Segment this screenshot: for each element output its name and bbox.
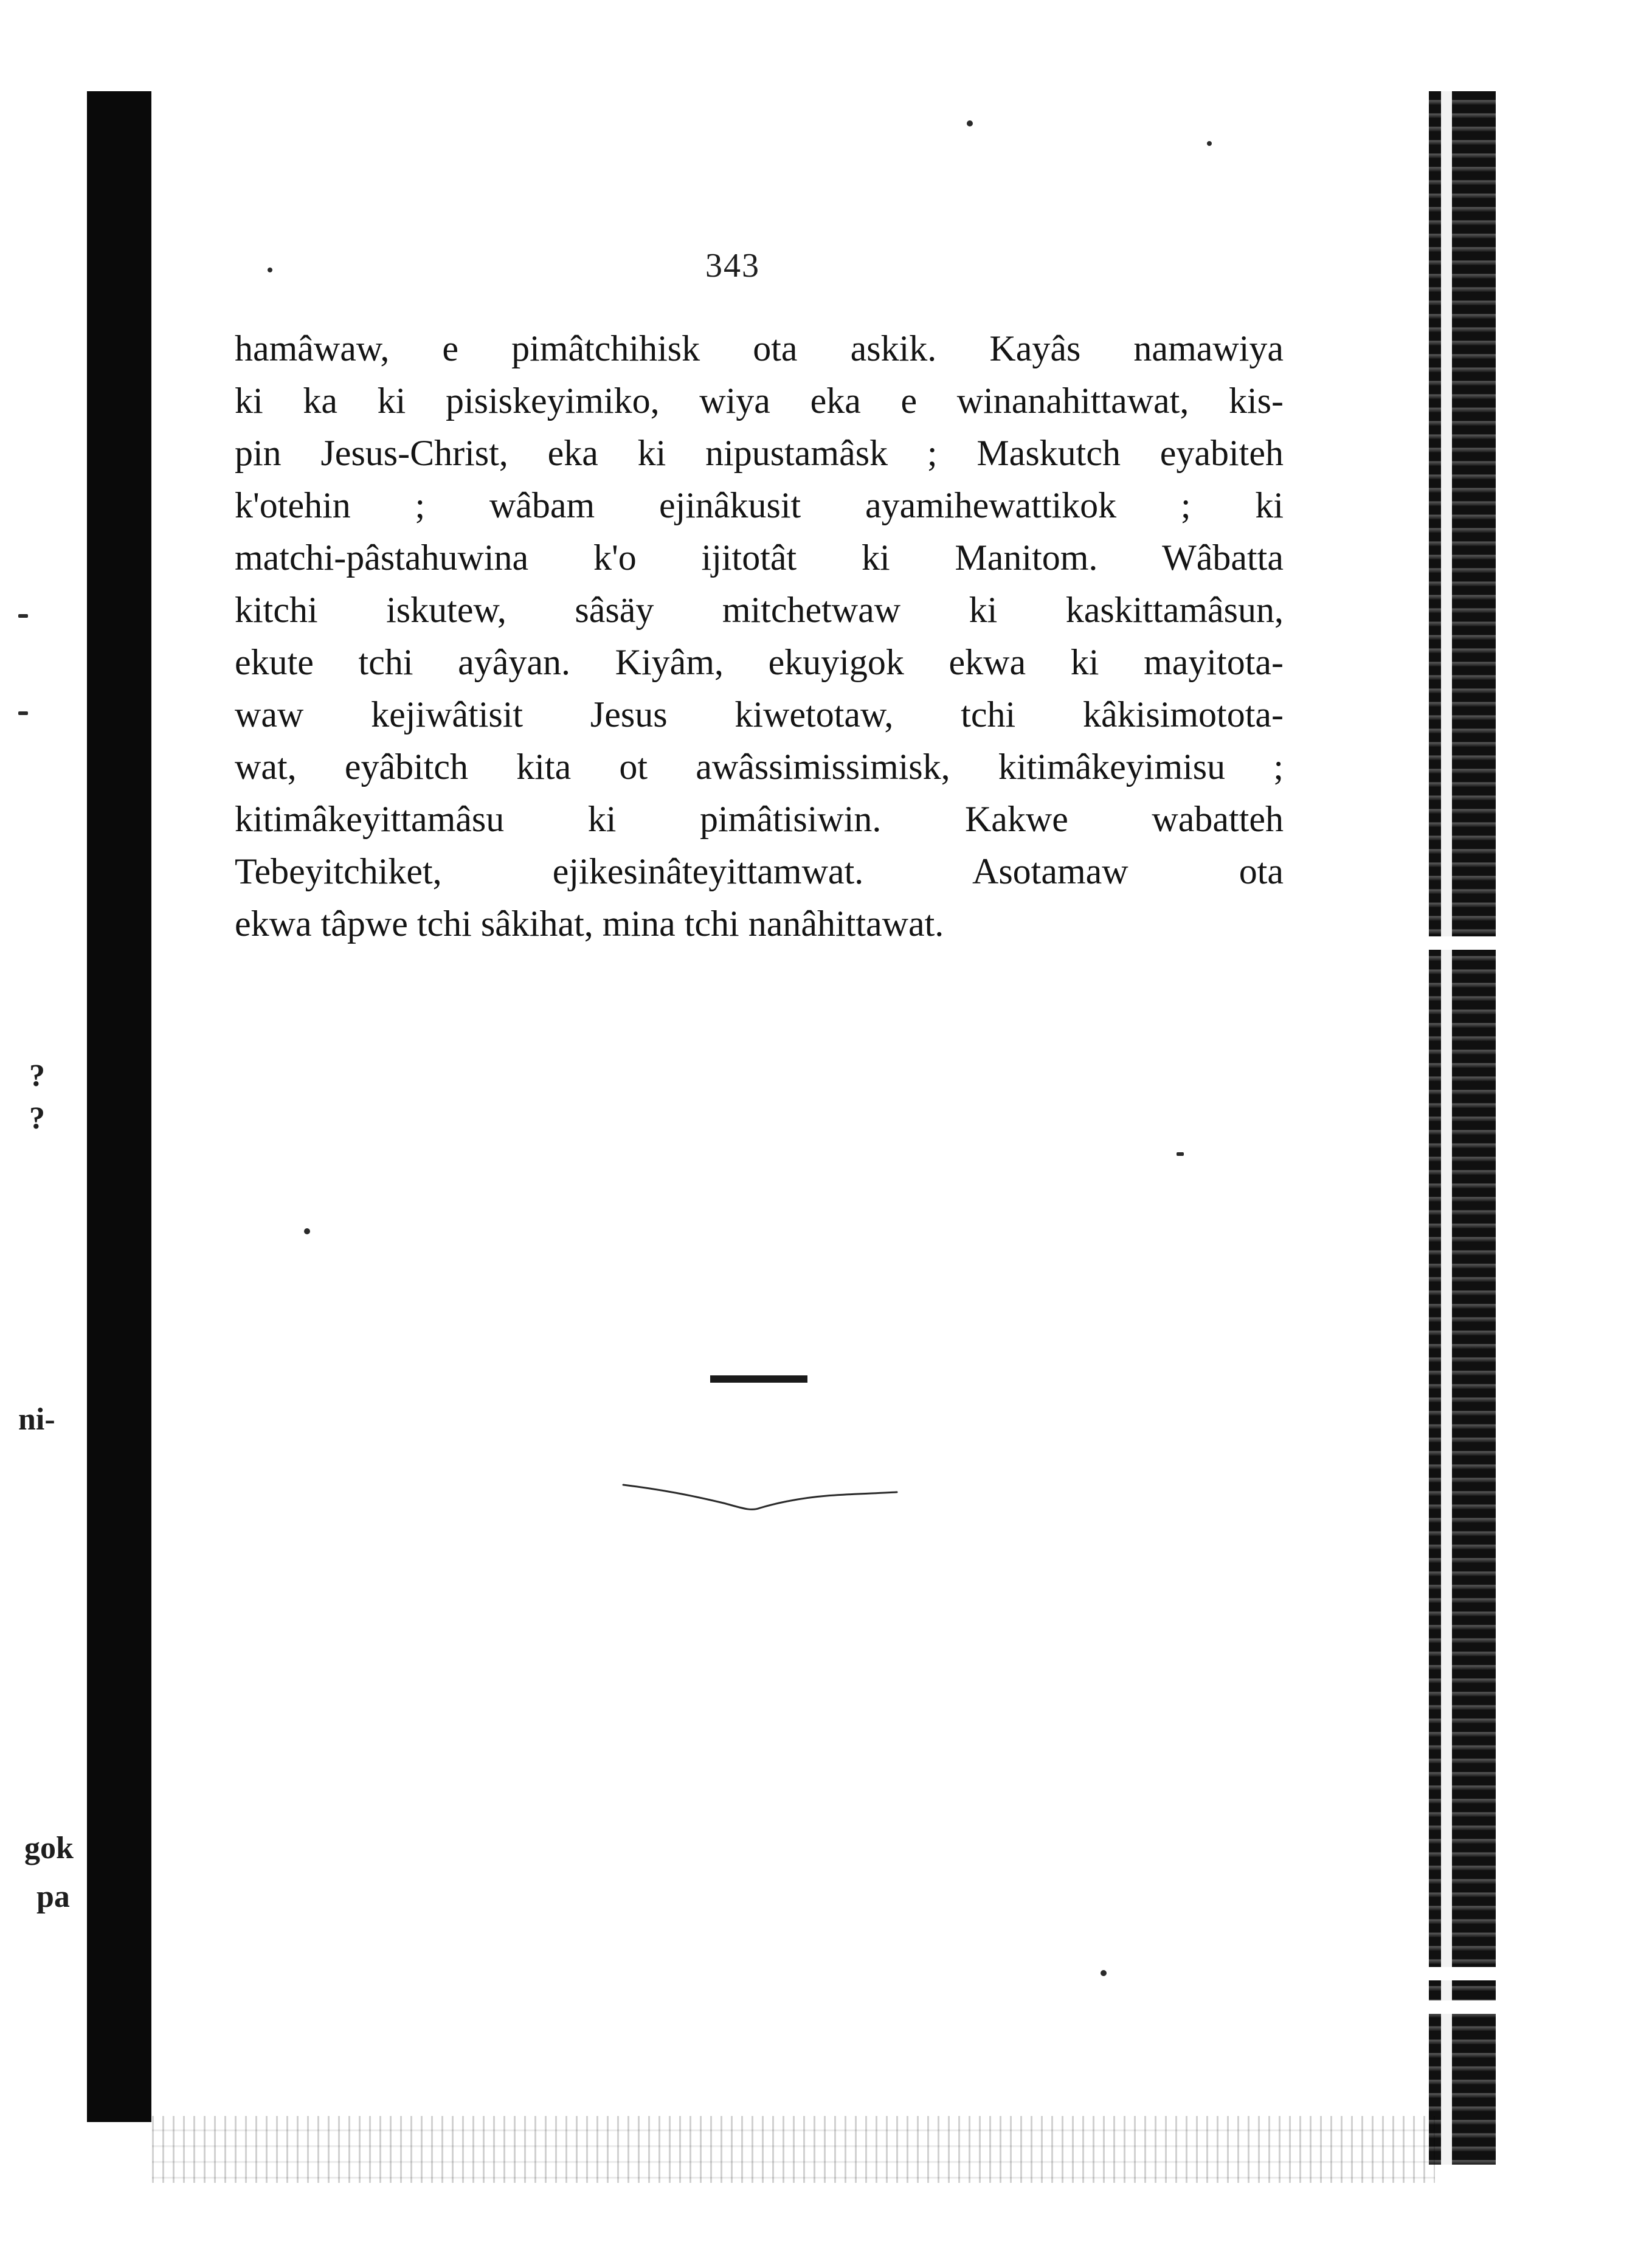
page-edge-highlight bbox=[1441, 91, 1452, 2165]
bottom-scan-noise bbox=[152, 2116, 1435, 2183]
adjacent-page-edge bbox=[1429, 91, 1496, 2165]
text-line: ekwa tâpwe tchi sâkihat, mina tchi nanâhittawat. bbox=[235, 904, 944, 944]
ink-speck bbox=[18, 614, 28, 618]
text-line: kitimâkeyittamâsu ki pimâtisiwin. Kakwe wabatteh bbox=[235, 799, 1284, 839]
margin-fragment: ni- bbox=[18, 1402, 55, 1437]
page-number: 343 bbox=[705, 247, 760, 285]
page-edge-gap bbox=[1429, 2000, 1496, 2014]
page-edge-gap bbox=[1429, 1967, 1496, 1980]
ink-speck bbox=[18, 711, 28, 715]
body-text bbox=[235, 322, 1284, 950]
ink-speck bbox=[967, 120, 973, 126]
text-line: waw kejiwâtisit Jesus kiwetotaw, tchi kâkisimotota- bbox=[235, 694, 1284, 735]
margin-fragment: gok bbox=[24, 1831, 74, 1865]
text-line: pin Jesus-Christ, eka ki nipustamâsk ; Maskutch eyabiteh bbox=[235, 433, 1284, 473]
text-line: Tebeyitchiket, ejikesinâteyittamwat. Asotamaw ota bbox=[235, 851, 1284, 891]
margin-fragment: ? bbox=[29, 1101, 45, 1136]
text-line: ki ka ki pisiskeyimiko, wiya eka e winanahittawat, kis- bbox=[235, 381, 1284, 421]
section-divider bbox=[710, 1375, 807, 1383]
ink-speck bbox=[268, 268, 272, 272]
binding-shadow bbox=[87, 91, 151, 2122]
ink-speck bbox=[304, 1228, 310, 1234]
ink-speck bbox=[1207, 141, 1212, 146]
flourish-ornament bbox=[620, 1471, 900, 1520]
page-edge-gap bbox=[1429, 936, 1496, 950]
text-line: matchi-pâstahuwina k'o ijitotât ki Manitom. Wâbatta bbox=[235, 538, 1284, 578]
margin-fragment: ? bbox=[29, 1059, 45, 1093]
margin-fragment: pa bbox=[36, 1879, 70, 1914]
text-line: ekute tchi ayâyan. Kiyâm, ekuyigok ekwa ki mayitota- bbox=[235, 642, 1284, 682]
ink-speck bbox=[1177, 1152, 1184, 1156]
ink-speck bbox=[1101, 1970, 1107, 1976]
text-line: hamâwaw, e pimâtchihisk ota askik. Kayâs namawiya bbox=[235, 328, 1284, 368]
text-line: k'otehin ; wâbam ejinâkusit ayamihewattikok ; ki bbox=[235, 485, 1284, 525]
text-line: wat, eyâbitch kita ot awâssimissimisk, kitimâkeyimisu ; bbox=[235, 747, 1284, 787]
text-line: kitchi iskutew, sâsäy mitchetwaw ki kaskittamâsun, bbox=[235, 590, 1284, 630]
